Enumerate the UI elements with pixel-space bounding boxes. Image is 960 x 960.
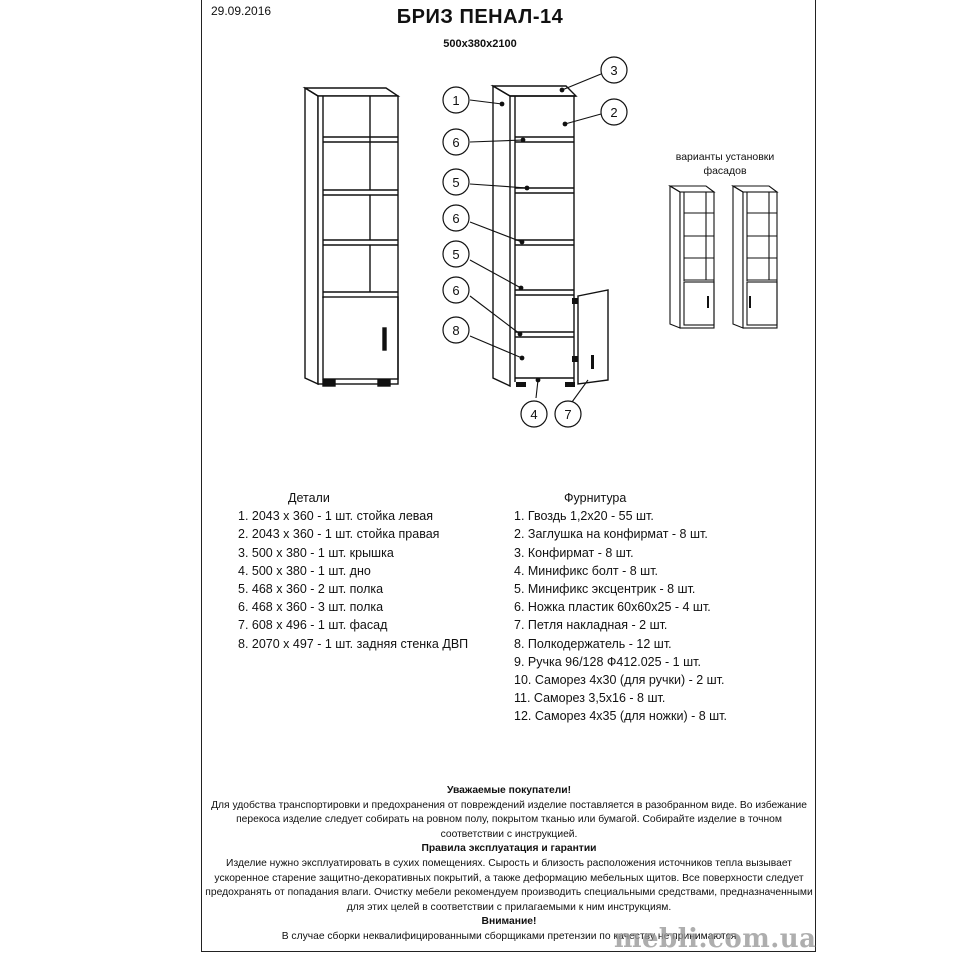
variants-caption-line1: варианты установки bbox=[675, 151, 775, 163]
callout-label-6b: 6 bbox=[452, 211, 460, 226]
list-item: 4. 500 х 380 - 1 шт. дно bbox=[238, 563, 371, 578]
watermark: mebli.com.ua bbox=[614, 924, 817, 954]
callout-label-6a: 6 bbox=[452, 135, 460, 150]
list-item: 6. Ножка пластик 60х60х25 - 4 шт. bbox=[514, 600, 711, 615]
list-item: 6. 468 х 360 - 3 шт. полка bbox=[238, 600, 384, 615]
callout-label-5a: 5 bbox=[452, 175, 460, 190]
fittings-heading: Фурнитура bbox=[564, 491, 627, 505]
list-item: 3. 500 х 380 - 1 шт. крышка bbox=[238, 545, 394, 560]
list-item: 7. 608 х 496 - 1 шт. фасад bbox=[238, 618, 388, 633]
variants-caption-line2: фасадов bbox=[703, 165, 747, 177]
list-item: 12. Саморез 4х35 (для ножки) - 8 шт. bbox=[514, 709, 727, 724]
callout-label-8: 8 bbox=[452, 323, 460, 338]
assembled-cabinet-illustration bbox=[305, 88, 398, 386]
parts-list bbox=[238, 489, 468, 653]
list-item: 1. 2043 х 360 - 1 шт. стойка левая bbox=[238, 509, 434, 524]
notes-paragraph-usage: Изделие нужно эксплуатировать в сухих помещениях. Сырость и близость расположения источников тепла вызывает ускоренное старение защитно-декоративных покрытий, а также деформацию мебельных щитов. Все поверхности следует предохранять от попадания влаги. Очистку мебели рекомендуем производить специальными средствами, предназначенными для этих целей в соответствии с прилагаемыми к ним инструкциям. bbox=[205, 857, 813, 913]
notes-rules-title: Правила эксплуатация и гарантии bbox=[421, 843, 597, 855]
callout-label-5b: 5 bbox=[452, 247, 460, 262]
callout-label-2: 2 bbox=[610, 105, 618, 120]
notes-paragraph-warranty: В случае сборки неквалифицированными сборщиками претензии по качеству не принимаются bbox=[281, 930, 737, 942]
list-item: 4. Минификс болт - 8 шт. bbox=[514, 563, 659, 578]
facade-variants-caption bbox=[660, 150, 790, 178]
callout-label-7: 7 bbox=[564, 407, 572, 422]
callout-label-4: 4 bbox=[530, 407, 538, 422]
notes-greeting: Уважаемые покупатели! bbox=[446, 785, 572, 796]
fittings-list bbox=[514, 489, 727, 726]
list-item: 5. Минификс эксцентрик - 8 шт. bbox=[514, 582, 696, 597]
product-dimensions: 500х380х2100 bbox=[443, 38, 517, 50]
callout-label-6c: 6 bbox=[452, 283, 460, 298]
list-item: 10. Саморез 4х30 (для ручки) - 2 шт. bbox=[514, 673, 725, 688]
list-item: 2. Заглушка на конфирмат - 8 шт. bbox=[514, 527, 708, 542]
product-title: БРИЗ ПЕНАЛ-14 bbox=[396, 6, 564, 28]
list-item: 5. 468 х 360 - 2 шт. полка bbox=[238, 582, 384, 597]
list-item: 11. Саморез 3,5х16 - 8 шт. bbox=[514, 691, 666, 706]
exploded-cabinet-illustration bbox=[493, 86, 608, 387]
list-item: 1. Гвоздь 1,2х20 - 55 шт. bbox=[514, 509, 654, 524]
customer-notes bbox=[205, 784, 813, 945]
list-item: 8. Полкодержатель - 12 шт. bbox=[514, 636, 672, 651]
notes-paragraph-transport: Для удобства транспортировки и предохранения от повреждений изделие поставляется в разобранном виде. Во избежание перекоса изделие следует собирать на ровном полу, покрытом тканью или бумагой. Собирайте изделие в точном соответствии с инструкцией. bbox=[211, 799, 807, 840]
notes-attention: Внимание! bbox=[481, 916, 537, 928]
facade-variant-illustrations bbox=[670, 186, 777, 328]
parts-heading: Детали bbox=[288, 491, 330, 505]
list-item: 9. Ручка 96/128 Ф412.025 - 1 шт. bbox=[514, 654, 701, 669]
callout-label-3: 3 bbox=[610, 63, 618, 78]
list-item: 3. Конфирмат - 8 шт. bbox=[514, 545, 634, 560]
list-item: 2. 2043 х 360 - 1 шт. стойка правая bbox=[238, 527, 440, 542]
callout-label-1: 1 bbox=[452, 93, 460, 108]
list-item: 7. Петля накладная - 2 шт. bbox=[514, 618, 668, 633]
document-date: 29.09.2016 bbox=[211, 4, 272, 18]
list-item: 8. 2070 х 497 - 1 шт. задняя стенка ДВП bbox=[238, 636, 469, 651]
